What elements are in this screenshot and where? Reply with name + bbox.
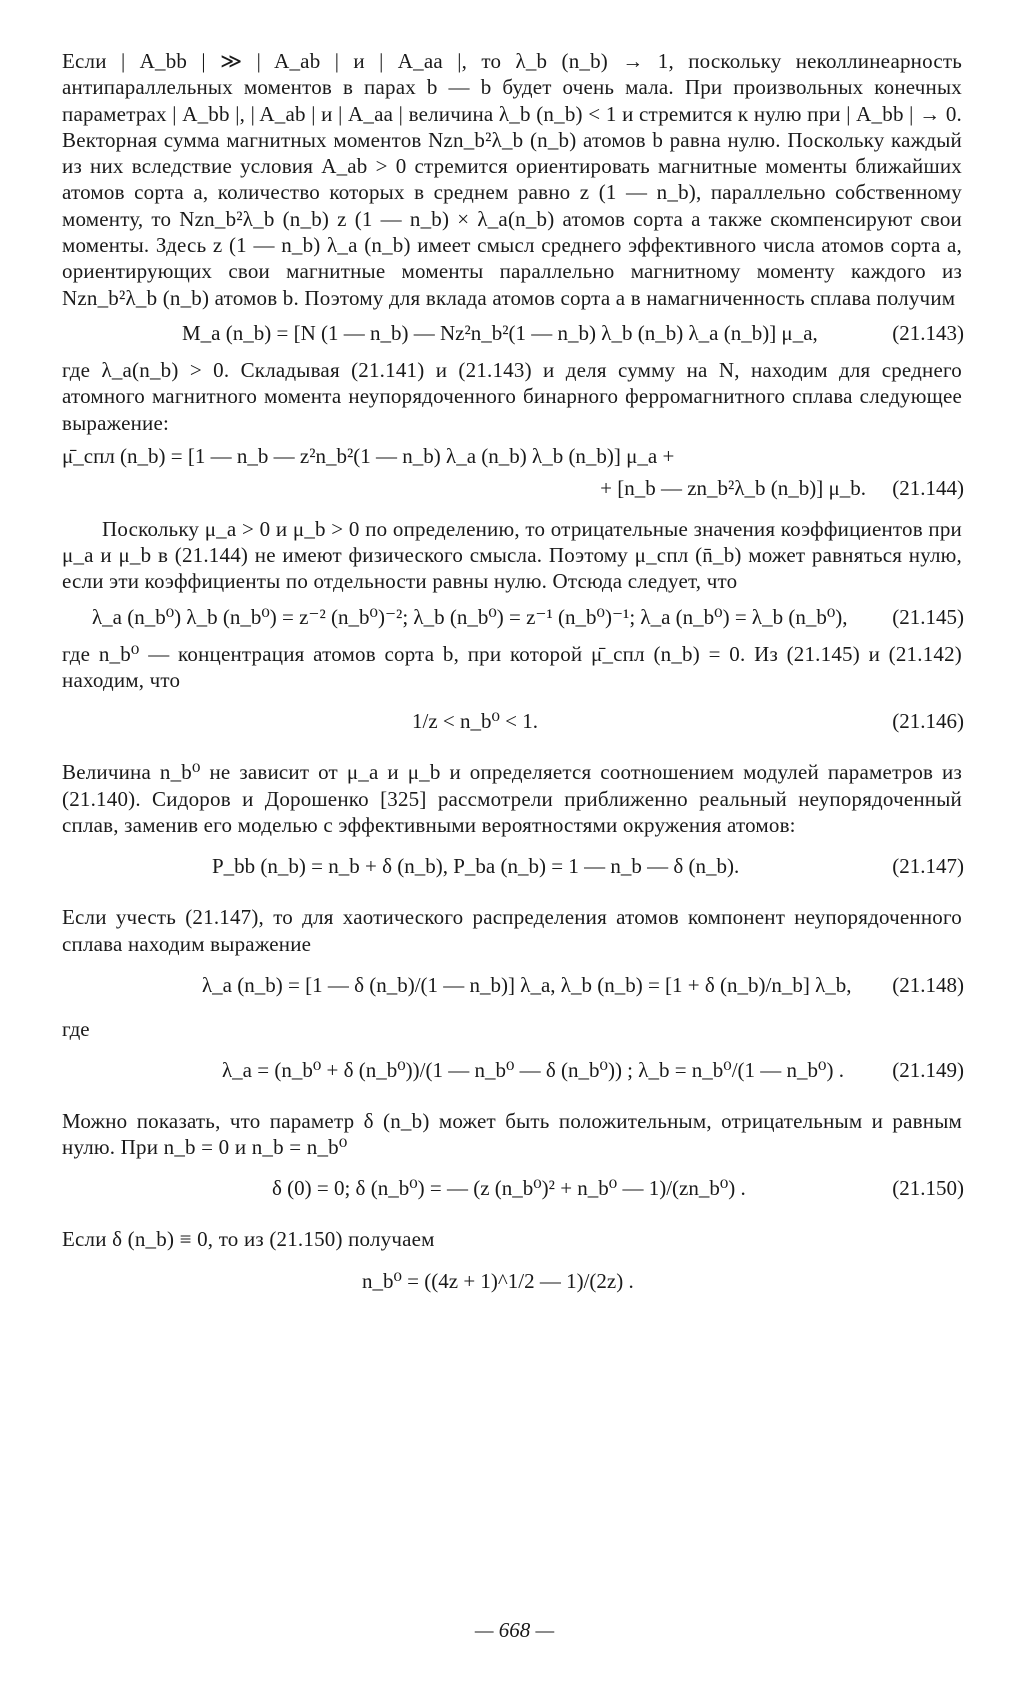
paragraph-1: Если | A_bb | ≫ | A_ab | и | A_aa |, то λ_b (n_b) → 1, поскольку неколлинеарность антипараллельных моментов в парах b — b будет очень мала. При произвольных конечных параметрах | A_bb |, | A_ab | и | A_aa | величина λ_b (n_b) < 1 и стремится к нулю при | A_bb | → 0. Векторная сумма магнитных моментов Nzn_b²λ_b (n_b) атомов b равна нулю. Поскольку каждый из них вследствие условия A_ab > 0 стремится ориентировать магнитные моменты ближайших атомов сорта a, количество которых в среднем равно z (1 — n_b), параллельно собственному моменту, то Nzn_b²λ_b (n_b) z (1 — n_b) × λ_a(n_b) атомов сорта a также скомпенсируют свои моменты. Здесь z (1 — n_b) λ_a (n_b) имеет смысл среднего эффективного числа атомов сорта a, ориентирующих свои магнитные моменты параллельно магнитному моменту каждого из Nzn_b²λ_b (n_b) атомов b. Поэтому для вклада атомов сорта a в намагниченность сплава получим xyxy=(62,49,962,310)
paragraph-6: Если учесть (21.147), то для хаотического распределения атомов компонент неупорядоченного сплава находим выражение xyxy=(62,905,962,956)
equation-line-1: μ̄_спл (n_b) = [1 — n_b — z²n_b²(1 — n_b) λ_a (n_b) λ_b (n_b)] μ_a + xyxy=(62,443,675,468)
equation-body: M_a (n_b) = [N (1 — n_b) — Nz²n_b²(1 — n_b) λ_b (n_b) λ_a (n_b)] μ_a, xyxy=(182,320,818,345)
equation-number: (21.143) xyxy=(892,320,964,345)
equation-number: (21.145) xyxy=(892,604,964,629)
equation-number: (21.147) xyxy=(892,854,964,879)
equation-number: (21.149) xyxy=(892,1057,964,1082)
page-content xyxy=(62,48,962,1311)
page-number: — 668 — xyxy=(474,1618,555,1642)
equation-body: δ (0) = 0; δ (n_b⁰) = — (z (n_b⁰)² + n_b⁰ — 1)/(zn_b⁰) . xyxy=(272,1176,746,1201)
equation-21-144 xyxy=(62,436,962,508)
paragraph-4: где n_b⁰ — концентрация атомов сорта b, при которой μ̄_спл (n_b) = 0. Из (21.145) и (21.142) находим, что xyxy=(62,641,962,693)
equation-body: λ_a = (n_b⁰ + δ (n_b⁰))/(1 — n_b⁰ — δ (n_b⁰)) ; λ_b = n_b⁰/(1 — n_b⁰) . xyxy=(222,1057,844,1082)
paragraph-2: где λ_a(n_b) > 0. Складывая (21.141) и (21.143) и деля сумму на N, находим для среднего атомного магнитного момента неупорядоченного бинарного ферромагнитного сплава следующее выражение: xyxy=(62,357,962,435)
equation-21-150 xyxy=(62,1160,962,1218)
equation-body: λ_a (n_b) = [1 — δ (n_b)/(1 — n_b)] λ_a, λ_b (n_b) = [1 + δ (n_b)/n_b] λ_b, xyxy=(202,972,852,997)
equation-line-2: + [n_b — zn_b²λ_b (n_b)] μ_b. xyxy=(600,475,866,500)
equation-21-143 xyxy=(62,311,962,357)
paragraph-5: Величина n_b⁰ не зависит от μ_a и μ_b и определяется соотношением модулей параметров из (21.140). Сидоров и Дорошенко [325] рассмотрели приближенно реальный неупорядоченный сплав, заменив его моделью с эффективными вероятностями окружения атомов: xyxy=(62,760,962,837)
paragraph-8: Если δ (n_b) ≡ 0, то из (21.150) получаем xyxy=(62,1227,435,1252)
equation-number: (21.148) xyxy=(892,972,964,997)
equation-number: (21.144) xyxy=(892,475,964,500)
equation-21-145 xyxy=(62,595,962,641)
equation-body: P_bb (n_b) = n_b + δ (n_b), P_ba (n_b) = 1 — n_b — δ (n_b). xyxy=(212,854,740,879)
paragraph-7: Можно показать, что параметр δ (n_b) может быть положительным, отрицательным и равным нулю. При n_b = 0 и n_b = n_b⁰ xyxy=(62,1108,962,1160)
equation-21-148 xyxy=(62,957,962,1015)
equation-body: λ_a (n_b⁰) λ_b (n_b⁰) = z⁻² (n_b⁰)⁻²; λ_b (n_b⁰) = z⁻¹ (n_b⁰)⁻¹; λ_a (n_b⁰) = λ_b (n_b⁰), xyxy=(92,604,848,629)
equation-final xyxy=(62,1253,962,1311)
equation-21-146 xyxy=(62,693,962,751)
equation-number: (21.150) xyxy=(892,1176,964,1201)
paragraph-3: Поскольку μ_a > 0 и μ_b > 0 по определению, то отрицательные значения коэффициентов при μ_a и μ_b в (21.144) не имеют физического смысла. Поэтому μ_спл (n̄_b) может равняться нулю, если эти коэффициенты по отдельности равны нулю. Отсюда следует, что xyxy=(62,516,962,594)
equation-body: n_b⁰ = ((4z + 1)^1/2 — 1)/(2z) . xyxy=(362,1268,634,1293)
where-label: где xyxy=(62,1016,90,1041)
equation-21-149 xyxy=(62,1042,962,1100)
equation-number: (21.146) xyxy=(892,709,964,734)
equation-21-147 xyxy=(62,838,962,896)
equation-body: 1/z < n_b⁰ < 1. xyxy=(412,709,539,734)
